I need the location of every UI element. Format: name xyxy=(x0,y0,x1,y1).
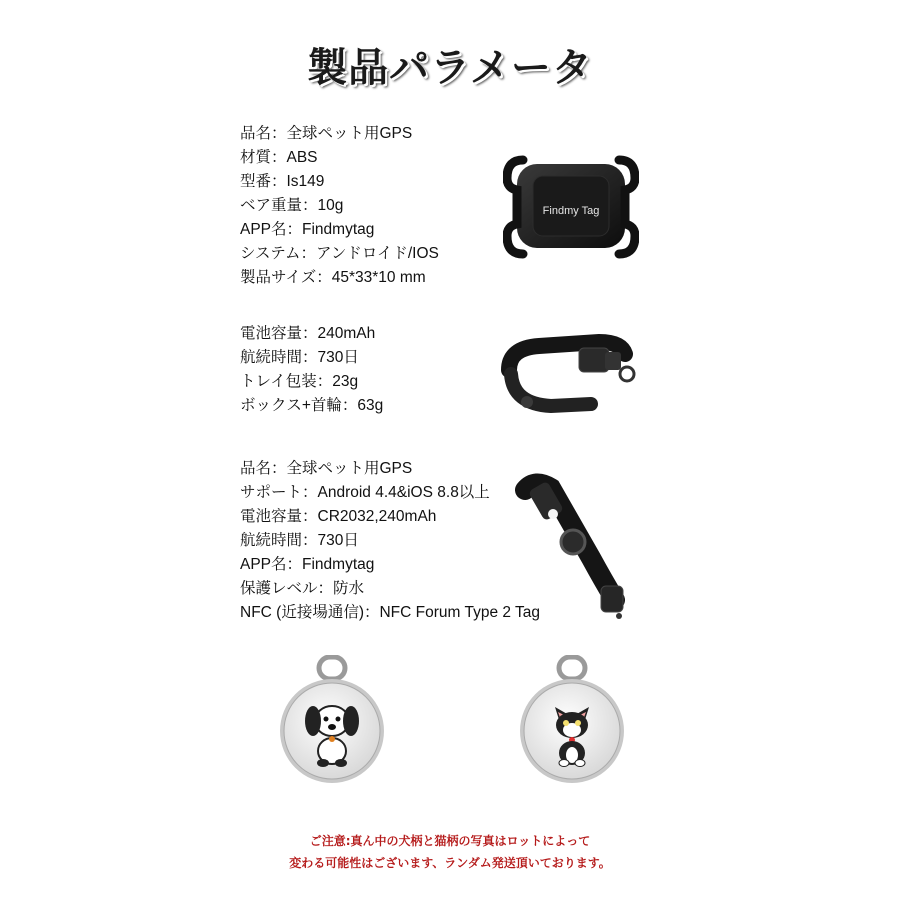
spec-box-collar-weight: ボックス+首輪：63g xyxy=(240,397,384,414)
spec-protection-level: 保護レベル：防水 xyxy=(240,580,365,597)
spec-block-basic xyxy=(240,122,439,290)
spec-block-battery xyxy=(240,322,383,418)
gps-tracker-icon xyxy=(503,150,639,264)
collar-icon xyxy=(497,330,642,429)
spec-material: 材質：ABS xyxy=(240,149,318,166)
spec-product-size: 製品サイズ：45*33*10 mm xyxy=(240,269,426,286)
spec-battery-capacity-2: 電池容量：CR2032,240mAh xyxy=(240,508,437,525)
spec-block-nfc xyxy=(240,457,540,625)
spec-battery-life: 航続時間：730日 xyxy=(240,349,359,366)
spec-product-name-2: 品名：全球ペット用GPS xyxy=(240,460,413,477)
spec-product-name: 品名：全球ペット用GPS xyxy=(240,125,413,142)
spec-nfc: NFC (近接場通信)：NFC Forum Type 2 Tag xyxy=(240,604,541,621)
spec-app-name-2: APP名：Findmytag xyxy=(240,556,375,573)
spec-model-number: 型番：Is149 xyxy=(240,173,325,190)
tracker-label: Findmy Tag xyxy=(542,205,600,217)
spec-battery-capacity: 電池容量：240mAh xyxy=(240,325,376,342)
spec-system: システム：アンドロイド/IOS xyxy=(240,245,439,262)
spec-battery-life-2: 航続時間：730日 xyxy=(240,532,359,549)
cat-pet-tag-icon xyxy=(515,655,630,789)
disclaimer-line-1: ご注意:真ん中の犬柄と猫柄の写真はロットによって xyxy=(309,834,591,848)
dog-pet-tag-icon xyxy=(275,655,390,789)
collar-with-tag-icon xyxy=(505,470,645,624)
spec-app-name: APP名：Findmytag xyxy=(240,221,375,238)
spec-bare-weight: ベア重量：10g xyxy=(240,197,344,214)
disclaimer-line-2: 変わる可能性はございます、ランダム発送頂いております。 xyxy=(289,856,611,870)
page-title: 製品パラメータ xyxy=(307,45,593,91)
spec-support: サポート：Android 4.4&iOS 8.8以上 xyxy=(240,484,490,501)
spec-tray-packaging: トレイ包装：23g xyxy=(240,373,359,390)
